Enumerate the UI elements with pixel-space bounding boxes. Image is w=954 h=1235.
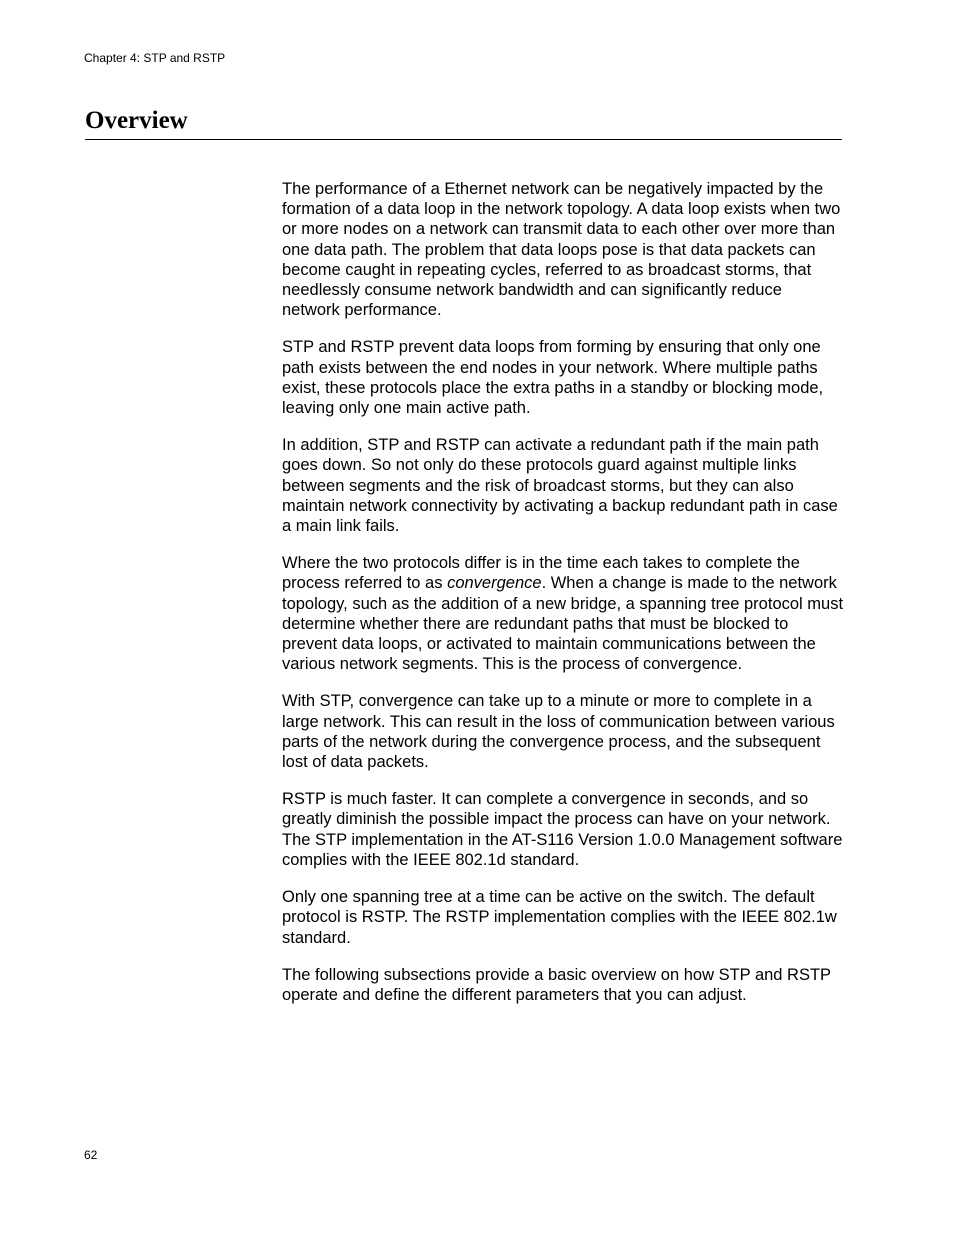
paragraph-data-loops: The performance of a Ethernet network can be negatively impacted by the formation of a data loop in the network topology. A data loop exists when two or more nodes on a network can transmit data to each other over more than one data path. The problem that data loops pose is that data packets can become caught in repeating cycles, referred to as broadcast storms, that needlessly consume network bandwidth and can significantly reduce network performance. [282, 180, 841, 320]
paragraph-convergence-end: . When a change is made to the network topology, such as the addition of a new bridge, a spanning tree protocol must determine whether there are redundant paths that must be blocked to prevent data loops, or activated to maintain communications between the various network segments. This is the process of convergence. [282, 574, 844, 674]
page-number: 62 [84, 1148, 98, 1162]
body-text [282, 179, 844, 1022]
title-rule [85, 139, 842, 140]
paragraph-prevent-loops: STP and RSTP prevent data loops from forming by ensuring that only one path exists between the end nodes in your network. Where multiple paths exist, these protocols place the extra paths in a standby or blocking mode, leaving only one main active path. [282, 338, 824, 418]
paragraph-redundant-path: In addition, STP and RSTP can activate a redundant path if the main path goes down. So not only do these protocols guard against multiple links between segments and the risk of broadcast storms, but they can also maintain network connectivity by activating a backup redundant path in case a main link fails. [282, 436, 838, 536]
paragraph-convergence [282, 553, 844, 674]
convergence-term: convergence [447, 574, 542, 593]
paragraph-rstp-faster: RSTP is much faster. It can complete a convergence in seconds, and so greatly diminish the possible impact the process can have on your network. The STP implementation in the AT-S116 Version 1.0.0 Management software complies with the IEEE 802.1d standard. [282, 790, 843, 869]
paragraph-subsections: The following subsections provide a basic overview on how STP and RSTP operate and define the different parameters that you can adjust. [282, 965, 831, 1004]
paragraph-one-spanning-tree: Only one spanning tree at a time can be active on the switch. The default protocol is RSTP. The RSTP implementation complies with the IEEE 802.1w standard. [282, 888, 837, 947]
section-title: Overview [85, 107, 188, 134]
running-header: Chapter 4: STP and RSTP [84, 51, 226, 65]
paragraph-stp-convergence: With STP, convergence can take up to a minute or more to complete in a large network. This can result in the loss of communication between various parts of the network during the convergence process, and the subsequent lost of data packets. [282, 692, 835, 772]
paragraph-convergence-start: Where the two protocols differ is in the time each takes to complete the process referred to as [282, 554, 800, 593]
